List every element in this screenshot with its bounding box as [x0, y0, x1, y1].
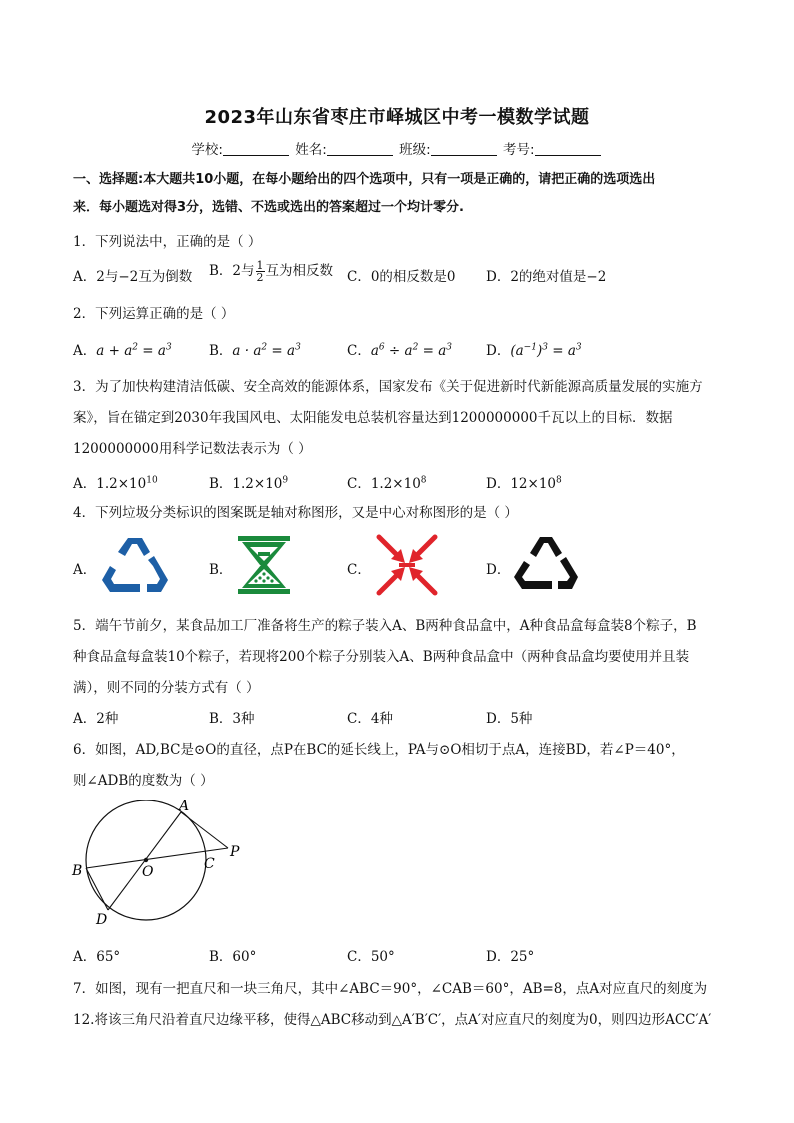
q5-line1: 5．端午节前夕，某食品加工厂准备将生产的粽子装入A、B两种食品盒中，A种食品盒每盒装8个粽子，B	[73, 618, 697, 634]
q3-option-c	[347, 472, 427, 492]
q6-option-c: C．50°	[347, 949, 395, 965]
q3-option-b-exponent: 9	[282, 475, 289, 486]
q6-line2: 则∠ADB的度数为（ ）	[73, 773, 214, 789]
section1-heading-line1: 一、选择题:本大题共10小题，在每小题给出的四个选项中，只有一项是正确的，请把正确的选项选出	[73, 172, 656, 187]
q2-option-a-label: A．	[73, 343, 97, 359]
q5-option-a: A．2种	[73, 711, 119, 727]
q2-option-d-expr: $(a^{-1})^3 = a^3$	[510, 342, 582, 359]
q3-line3: 1200000000用科学记数法表示为（ ）	[73, 441, 312, 457]
label-a: A	[179, 800, 190, 814]
q3-option-b-text: B．1.2×10	[209, 476, 283, 492]
q3-option-c-exponent: 8	[420, 475, 427, 486]
label-o: O	[142, 864, 154, 880]
q1-option-c: C．0的相反数是0	[347, 269, 456, 285]
q4-option-a-label: A．	[73, 562, 97, 578]
label-c: C	[204, 856, 215, 872]
q6-line1: 6．如图，AD,BC是⊙O的直径，点P在BC的延长线上，PA与⊙O相切于点A，连接BD，若∠P＝40°，	[73, 742, 685, 758]
student-info-row	[0, 138, 794, 158]
q3-line1: 3．为了加快构建清洁低碳、安全高效的能源体系，国家发布《关于促进新时代新能源高质量发展的实施方	[73, 379, 703, 395]
q6-option-a: A．65°	[73, 949, 121, 965]
recycle-black-icon	[512, 533, 580, 595]
center-dot	[144, 858, 148, 862]
q3-option-d-exponent: 8	[556, 475, 562, 486]
q2-stem: 2．下列运算正确的是（ ）	[73, 306, 235, 322]
hourglass-green-icon	[236, 534, 292, 596]
q5-line2: 种食品盒每盒装10个粽子，若现将200个粽子分别装入A、B两种食品盒中（两种食品盒均要使用并且装	[73, 649, 690, 665]
class-label: 班级:	[399, 142, 431, 158]
q3-option-c-text: C．1.2×10	[347, 476, 421, 492]
q5-option-b: B．3种	[209, 711, 255, 727]
q2-option-b	[209, 339, 301, 359]
q3-option-b	[209, 472, 288, 492]
q7-line1: 7．如图，现有一把直尺和一块三角尺，其中∠ABC＝90°，∠CAB＝60°，AB=8，点A对应直尺的刻度为	[73, 981, 708, 997]
q3-option-a	[73, 472, 158, 492]
q2-option-a-expr: $a + a^2 = a^3$	[96, 342, 172, 359]
q1-option-d: D．2的绝对值是−2	[486, 269, 607, 285]
q6-circle-figure	[68, 800, 248, 930]
label-b: B	[72, 863, 83, 879]
page-title: 2023年山东省枣庄市峄城区中考一模数学试题	[204, 107, 590, 128]
q2-option-c	[347, 339, 452, 359]
q5-option-c: C．4种	[347, 711, 393, 727]
q3-option-d-text: D．12×10	[486, 476, 556, 492]
q1-fraction	[256, 260, 265, 283]
q2-option-d-label: D．	[486, 343, 511, 359]
recycle-blue-icon	[98, 534, 170, 596]
q1-option-b-post: 互为相反数	[265, 263, 334, 279]
q2-option-b-expr: $a \cdot a^2 = a^3$	[232, 342, 301, 359]
q1-option-a: A．2与−2互为倒数	[73, 269, 193, 285]
q6-option-b: B．60°	[209, 949, 257, 965]
q3-option-a-exponent: 10	[146, 475, 158, 486]
q3-option-a-text: A．1.2×10	[73, 476, 147, 492]
q2-option-a	[73, 339, 172, 359]
q5-line3: 满），则不同的分装方式有（ ）	[73, 680, 260, 696]
name-label: 姓名:	[295, 142, 327, 158]
class-blank[interactable]	[431, 142, 497, 156]
school-blank[interactable]	[223, 142, 289, 156]
q5-option-d: D．5种	[486, 711, 533, 727]
q2-option-d	[486, 339, 582, 359]
inward-arrows-red-icon	[375, 533, 439, 597]
q1-fraction-numerator: 1	[256, 259, 264, 272]
q4-option-d-label: D．	[486, 562, 511, 578]
number-label: 考号:	[503, 142, 535, 158]
q3-line2: 案》，旨在锚定到2030年我国风电、太阳能发电总装机容量达到1200000000千瓦以上的目标．数据	[73, 410, 673, 426]
label-p: P	[230, 844, 240, 860]
q1-option-b-pre: B．2与	[209, 263, 255, 279]
q7-line2: 12.将该三角尺沿着直尺边缘平移，使得△ABC移动到△A′B′C′，点A′对应直尺的刻度为0，则四边形ACC′A′	[73, 1012, 712, 1028]
section1-heading-line2: 来．每小题选对得3分，选错、不选或选出的答案超过一个均计零分.	[73, 200, 464, 215]
q2-option-c-label: C．	[347, 343, 371, 359]
q6-option-d: D．25°	[486, 949, 535, 965]
chord-bd	[86, 868, 108, 910]
q2-option-c-expr: $a^6 \div a^2 = a^3$	[370, 342, 453, 359]
q4-stem: 4．下列垃圾分类标识的图案既是轴对称图形，又是中心对称图形的是（ ）	[73, 505, 518, 521]
number-blank[interactable]	[535, 142, 601, 156]
q2-option-b-label: B．	[209, 343, 233, 359]
q4-option-b-label: B．	[209, 562, 233, 578]
q1-option-b	[209, 259, 333, 283]
label-d: D	[96, 912, 108, 928]
q1-fraction-denominator: 2	[256, 271, 264, 284]
q3-option-d	[486, 472, 562, 492]
name-blank[interactable]	[327, 142, 393, 156]
school-label: 学校:	[191, 142, 223, 158]
q4-option-c-label: C．	[347, 562, 371, 578]
tangent-pa	[181, 812, 228, 848]
q1-stem: 1．下列说法中，正确的是（ ）	[73, 234, 262, 250]
